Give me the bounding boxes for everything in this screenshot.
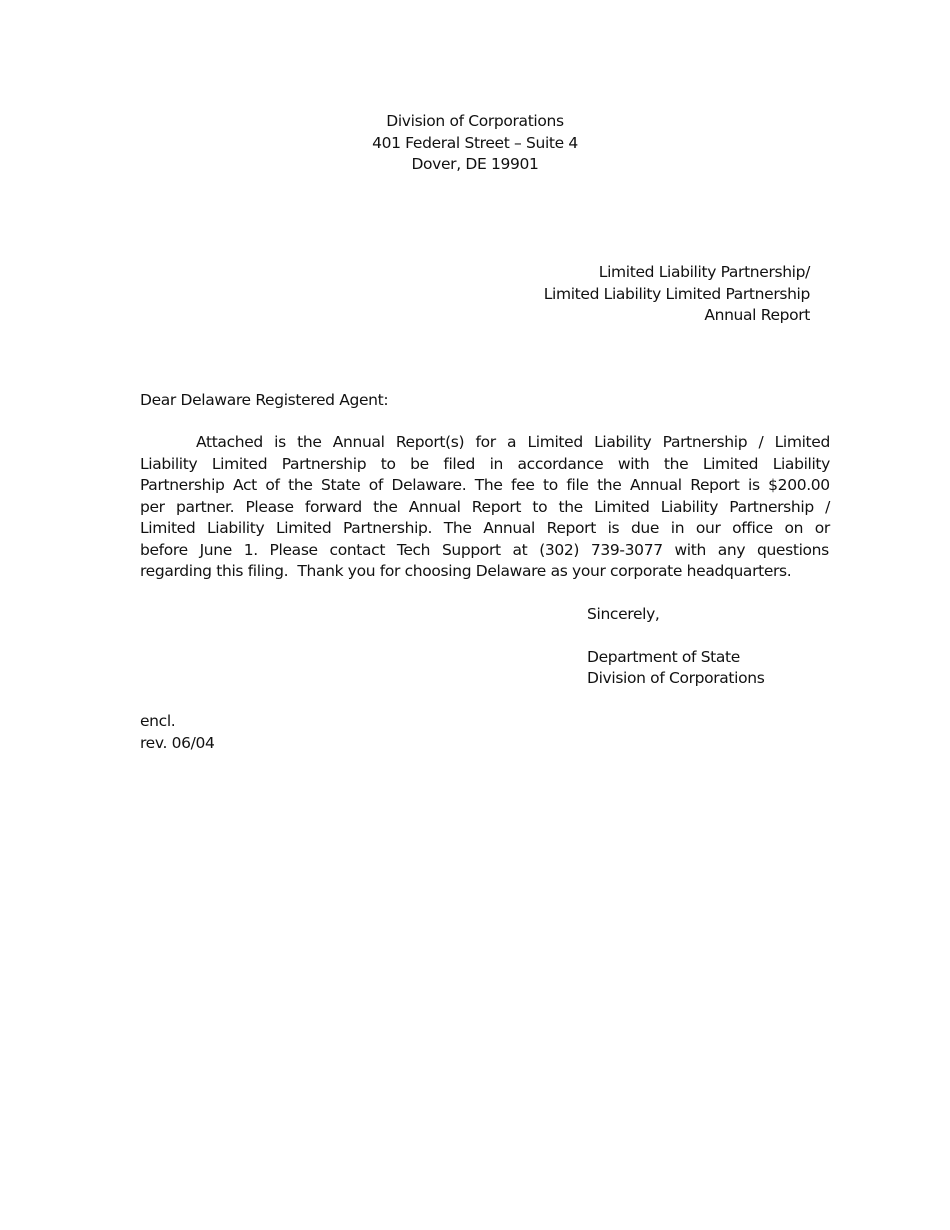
title-line: Limited Liability Limited Partnership: [543, 284, 810, 303]
body-line: Liability Limited Partnership to be filed in accordance with the Limited Liability: [140, 454, 830, 473]
body-paragraph: [140, 432, 830, 583]
body-line: Limited Liability Limited Partnership. The Annual Report is due in our office on or: [140, 519, 830, 537]
document-title: [544, 262, 810, 327]
title-line: Annual Report: [704, 306, 810, 324]
body-line: per partner. Please forward the Annual Report to the Limited Liability Partnership /: [140, 497, 830, 516]
body-line: Partnership Act of the State of Delaware. The fee to file the Annual Report is $200.00: [140, 476, 830, 494]
salutation: Dear Delaware Registered Agent:: [140, 391, 389, 409]
body-line: before June 1. Please contact Tech Support at (302) 739-3077 with any questions: [140, 540, 829, 559]
signature-line: Department of State: [587, 648, 740, 666]
letterhead-line: Dover, DE 19901: [411, 155, 539, 173]
letterhead-line: 401 Federal Street – Suite 4: [372, 133, 578, 152]
revision-note: rev. 06/04: [140, 734, 215, 752]
enclosure-note: encl.: [140, 712, 176, 730]
letterhead-address: [0, 111, 950, 176]
valediction: Sincerely,: [587, 605, 660, 623]
letterhead-line: Division of Corporations: [386, 112, 564, 130]
title-line: Limited Liability Partnership/: [598, 263, 810, 281]
body-line: Attached is the Annual Report(s) for a Limited Liability Partnership / Limited: [196, 433, 830, 451]
body-line: regarding this filing. Thank you for choosing Delaware as your corporate headquarters.: [140, 562, 792, 580]
signature-line: Division of Corporations: [587, 669, 765, 687]
